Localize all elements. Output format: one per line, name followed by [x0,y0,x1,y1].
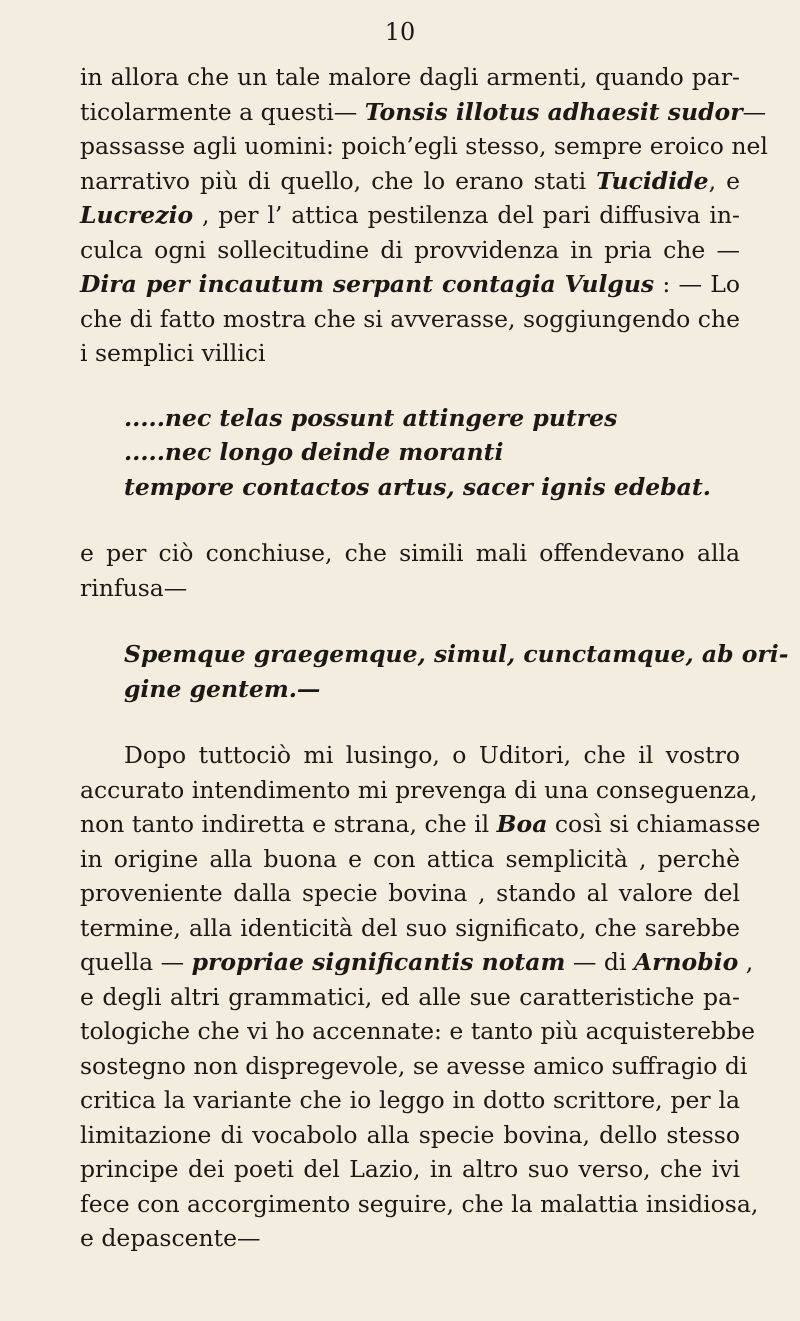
text: e depascente— [80,1224,261,1252]
latin-quote: propriae significantis notam [191,948,566,976]
text-line [80,1014,756,1049]
text-line [80,911,740,946]
text-line [80,95,767,130]
text: in origine alla buona e con attica semplicità , perchè [80,844,740,873]
text: e per ciò conchiuse, che simili mali offendevano alla [80,539,740,567]
text: che di fatto mostra che si avverasse, soggiungendo che [80,304,740,333]
text-line [80,1187,759,1222]
text: critica la variante che io leggo in dotto scrittore, per la [80,1086,740,1114]
verse-line: .....nec longo deinde moranti [124,438,504,466]
author-name: Lucrezio [80,201,194,229]
text: non tanto indiretta e strana, che il [80,810,497,838]
text: rinfusa— [80,573,188,602]
author-name: Tucidide [596,166,709,195]
text-line [80,842,740,877]
text: quella — [80,948,192,976]
text-line [80,980,740,1015]
text: : — Lo [654,270,740,298]
author-name: Arnobio [633,948,739,976]
text: , [738,948,754,976]
text-line [80,571,740,606]
latin-verse-quote-1 [80,401,740,505]
text: — [742,97,767,126]
text: proveniente dalla specie bovina , stando al valore del [80,879,740,907]
text: e degli altri grammatici, ed alle sue caratteristiche pa- [80,982,740,1011]
text-line [80,129,768,164]
term: Boa [496,810,548,838]
latin-verse-quote-2 [80,637,789,706]
text: passasse agli uomini: poich’egli stesso, sempre eroico nel [80,132,768,160]
text: , per l’ attica pestilenza del pari diffusiva in- [193,201,740,229]
text: accurato intendimento mi prevenga di una conseguenza, [80,775,758,804]
text-line [80,233,740,268]
body-text [80,60,789,1256]
text-line [80,267,740,302]
verse-line: .....nec telas possunt attingere putres [124,403,618,432]
text-line [80,1221,740,1256]
text: culca ogni sollecitudine di provvidenza in pria che — [80,235,740,264]
text-line [80,536,740,571]
text: limitazione di vocabolo alla specie bovina, dello stesso [80,1120,740,1149]
verse-line: Spemque graegemque, simul, cunctamque, ab ori- [124,640,789,668]
text: fece con accorgimento seguire, che la malattia insidiosa, [80,1189,759,1218]
text-line [80,773,758,808]
text: sostegno non dispregevole, se avesse amico suffragio di [80,1051,748,1080]
paragraph-2 [80,536,740,605]
latin-quote: Dira per incautum serpant contagia Vulgus [80,270,655,298]
paragraph-3 [80,738,761,1256]
paragraph-1 [80,60,768,371]
text: tologiche che vi ho accennate: e tanto più acquisterebbe [80,1017,756,1045]
text-line [80,1049,748,1084]
text: in allora che un tale malore dagli armenti, quando par- [80,63,740,91]
text: — di [565,948,634,976]
text-line [80,1118,740,1153]
text-line [80,60,740,95]
text: principe dei poeti del Lazio, in altro suo verso, che ivi [80,1155,740,1183]
verse-line: tempore contactos artus, sacer ignis edebat. [124,472,711,501]
page-number: 10 [384,18,416,46]
latin-quote: Tonsis illotus adhaesit sudor [364,97,743,126]
text: i semplici villici [80,339,266,367]
text-line [80,945,754,980]
text-line [80,1083,740,1118]
text: Dopo tuttociò mi lusingo, o Uditori, che il vostro [124,741,740,769]
text-line [80,198,740,233]
text: ticolarmente a questi— [80,97,365,126]
text-line [80,302,740,337]
text: narrativo più di quello, che lo erano stati [80,166,597,195]
text: termine, alla identicità del suo significato, che sarebbe [80,913,740,942]
text-line [80,1152,740,1187]
text-line [80,807,761,842]
text: , e [708,166,740,195]
text: così si chiamasse [547,810,761,838]
text-line [80,164,740,199]
text-line [80,738,740,773]
text-line [80,876,740,911]
text-line [80,336,740,371]
verse-line: gine gentem.— [124,674,321,703]
